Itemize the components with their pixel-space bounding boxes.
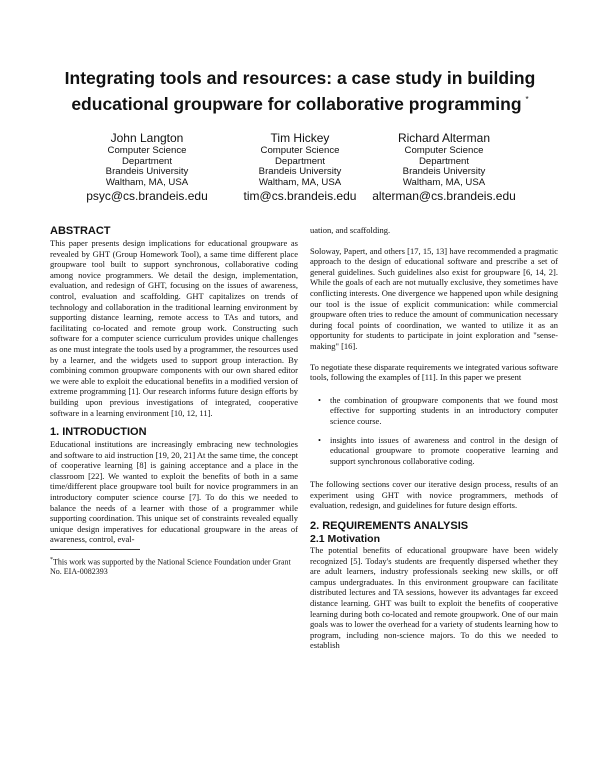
- right-para-3: To negotiate these disparate requirements we integrated various software tools, following the examples of [11]. In this paper we present: [310, 361, 558, 383]
- author-block-alterman: [359, 131, 529, 204]
- paper-title: [40, 68, 560, 115]
- contribution-item: • insights into issues of awareness and control in the design of educational groupware to promote cooperative learning and support synchronous collaborative coding.: [310, 435, 558, 467]
- author-dept: Computer Science: [404, 145, 484, 156]
- author-city: Waltham, MA, USA: [402, 176, 486, 188]
- contribution-list: [310, 395, 558, 467]
- left-column: [50, 225, 298, 545]
- author-university: Brandeis University: [258, 166, 342, 178]
- abstract-heading: ABSTRACT: [50, 225, 111, 237]
- footnote-text: This work was supported by the National Science Foundation under Grant No. EIA-0082393: [50, 557, 291, 577]
- author-dept-2: Department: [121, 155, 173, 167]
- right-para-4: The following sections cover our iterative design process, results of an experiment using GHT with novice programmers, methods of evaluation, redesign, and guidelines for future design efforts.: [310, 479, 558, 511]
- author-dept: Computer Science: [260, 145, 340, 156]
- author-email: alterman@cs.brandeis.edu: [372, 189, 516, 204]
- author-university: Brandeis University: [402, 166, 486, 178]
- author-name: Richard Alterman: [397, 131, 491, 145]
- right-para-5: The potential benefits of educational groupware have been widely recognized [5]. Today's students are frequently dispersed whether they are adult learners, industry professionals seeking new skills, or off campus undergraduates. In this environment groupware can facilitate distributed lectures and TA sessions, however its advantages far exceed distance learning. GHT was built to exploit the benefits of cooperative learning during both co-located and remote groupwork. One of our main goals was to lower the overhead for a variety of students learning how to program, including non-science majors. To do this we needed to establish: [310, 545, 558, 651]
- right-para-1: uation, and scaffolding.: [310, 225, 391, 235]
- footnote: [50, 556, 300, 577]
- author-email: psyc@cs.brandeis.edu: [86, 189, 208, 204]
- author-dept-2: Department: [274, 155, 326, 167]
- author-block-langton: [62, 131, 232, 204]
- author-name: John Langton: [110, 131, 184, 145]
- intro-text: Educational institutions are increasingly embracing new technologies and software to aid instruction [19, 20, 21] At the same time, the concept of cooperative learning [8] is gaining acceptance and a place in the classroom [22]. We wanted to exploit the benefits of both in a same time/different place groupware tool built for novice programmers in an introductory computer science course [7]. To do this we needed to balance the needs of a learner with those of a programmer while supporting coordination. This unique set of constraints revealed equally unique design imperatives for educational groupware in the areas of awareness, control, eval-: [50, 439, 298, 545]
- right-para-2: Soloway, Papert, and others [17, 15, 13] have recommended a pragmatic approach to the design of educational software and prescribe a set of general guidelines. Such guidelines also exist for groupware [6, 14, 2]. While the goals of each are not mutually exclusive, they sometimes have conflicting interests. One divergence we happened upon while designing our tool is the issue of explicit communication: while commercial groupware often tries to reduce the amount of communication necessary during focal points of coordination, we wanted to utilize it as an opportunity for students to participate in joint exploration and "sense-making" [16].: [310, 245, 558, 351]
- author-dept-2: Department: [418, 155, 470, 167]
- footnote-mark: *: [50, 557, 53, 563]
- title-footnote-mark: *: [525, 95, 529, 104]
- author-city: Waltham, MA, USA: [258, 176, 342, 188]
- author-city: Waltham, MA, USA: [105, 176, 189, 188]
- requirements-heading: 2. REQUIREMENTS ANALYSIS: [310, 520, 469, 533]
- title-line-1: Integrating tools and resources: a case study in building: [64, 68, 536, 88]
- title-line-2: educational groupware for collaborative programming: [71, 94, 522, 114]
- author-name: Tim Hickey: [270, 131, 330, 145]
- footnote-rule: [50, 549, 140, 550]
- contribution-item: • the combination of groupware components that we found most effective for supporting students in an introductory computer science course.: [310, 395, 558, 427]
- intro-heading: 1. INTRODUCTION: [50, 426, 147, 439]
- motivation-heading: 2.1 Motivation: [310, 533, 381, 546]
- right-column: [310, 225, 558, 651]
- author-email: tim@cs.brandeis.edu: [243, 189, 357, 204]
- author-dept: Computer Science: [107, 145, 187, 156]
- abstract-text: This paper presents design implications for educational groupware as revealed by GHT (Group Homework Tool), a same time different place groupware tool built to support synchronous, collaborative coding among novice programmers. We detail the design, implementation, evaluation, and redesign of GHT, focusing on the issues of awareness, control, evaluation and scaffolding. GHT capitalizes on trends of technology and collaboration in the traditional learning environment by supporting distance learning, remote access to TAs and tutors, and facilitating co-located and remote group work. Constructing such software for a computer science curriculum provides unique challenges as one must integrate the tools used by a programmer, the resources used by a learner, and the widgets used to support group interaction. By combining common groupware components with our own shared editor we were able to exploit the educational benefits in a modified version of extreme programming [1]. Our research informs future design efforts by building upon previous investigations of integrated, cooperative software in a learning environment [10, 12, 11].: [50, 238, 298, 418]
- author-university: Brandeis University: [105, 166, 189, 178]
